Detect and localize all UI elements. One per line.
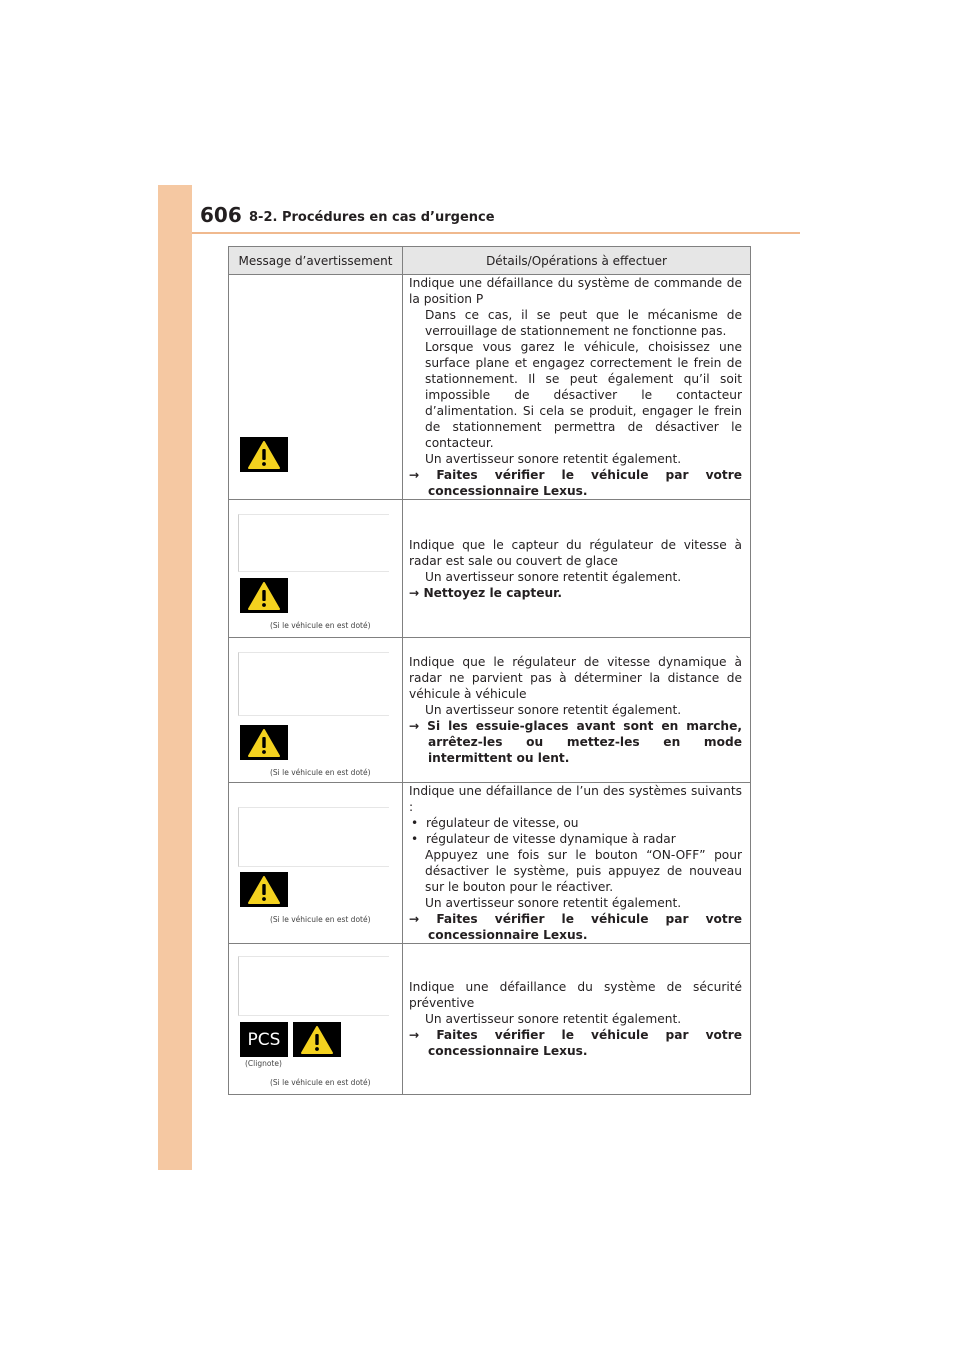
bullet-icon: •: [411, 816, 419, 830]
detail-text: Lorsque vous garez le véhicule, choisissez une surface plane et engagez correctement le frein de stationnement. Il se peut également qu’il soit impossible de désactiver le contacteur d’alimentation. Si cela se produit, engager le frein de stationnement permettra de désactiver le contacteur.: [425, 340, 742, 450]
detail-text: Indique une défaillance du système de commande de la position P: [409, 276, 742, 306]
detail-text: Indique une défaillance de l’un des systèmes suivants :: [409, 784, 742, 814]
warning-triangle-icon: [240, 578, 288, 613]
detail-text: Indique que le régulateur de vitesse dynamique à radar ne parvient pas à déterminer la distance de véhicule à véhicule: [409, 655, 742, 701]
blink-note: (Clignote): [245, 1059, 282, 1068]
table-header-row: [229, 247, 751, 275]
action-text: → Si les essuie-glaces avant sont en marche, arrêtez-les ou mettez-les en mode intermittent ou lent.: [409, 719, 742, 765]
equipment-note: (Si le véhicule en est doté): [270, 621, 371, 630]
action-text: → Faites vérifier le véhicule par votre concessionnaire Lexus.: [409, 912, 743, 942]
equipment-note: (Si le véhicule en est doté): [270, 1078, 371, 1087]
detail-text: Indique que le capteur du régulateur de vitesse à radar est sale ou couvert de glace: [409, 537, 742, 568]
column-header-details: Détails/Opérations à effectuer: [403, 247, 751, 275]
arrow-icon: →: [409, 468, 420, 482]
bullet-icon: •: [411, 832, 419, 846]
equipment-note: (Si le véhicule en est doté): [270, 915, 371, 924]
warning-message-cell: [229, 638, 403, 783]
equipment-note: (Si le véhicule en est doté): [270, 768, 371, 777]
table-row: [229, 944, 751, 1095]
header-rule: [192, 232, 800, 234]
warning-table: [228, 246, 751, 1095]
arrow-icon: →: [409, 585, 420, 600]
arrow-icon: →: [409, 912, 420, 926]
details-cell: [403, 638, 751, 783]
warning-triangle-icon: [240, 872, 288, 907]
details-cell: [403, 500, 751, 638]
warning-message-cell: [229, 944, 403, 1095]
detail-text: Un avertisseur sonore retentit également.: [425, 569, 682, 584]
detail-text: Un avertisseur sonore retentit également.: [425, 703, 682, 717]
warning-triangle-icon: [240, 437, 288, 472]
display-screen-image: [238, 652, 389, 716]
action-text: → Nettoyez le capteur.: [409, 585, 563, 600]
chapter-side-band: [158, 185, 192, 1170]
detail-text: Appuyez une fois sur le bouton “ON-OFF” pour désactiver le système, puis appuyez de nouveau sur le bouton pour le réactiver.: [425, 848, 742, 894]
column-header-message: Message d’avertissement: [229, 247, 403, 275]
table-row: [229, 783, 751, 944]
warning-message-cell: [229, 275, 403, 500]
display-screen-image: [238, 807, 389, 867]
table-row: [229, 500, 751, 638]
arrow-icon: →: [409, 719, 420, 733]
details-cell: [403, 944, 751, 1095]
display-screen-image: [238, 956, 389, 1016]
detail-text: Un avertisseur sonore retentit également.: [425, 1012, 682, 1026]
bullet-item: • régulateur de vitesse, ou: [411, 816, 579, 830]
detail-text: Dans ce cas, il se peut que le mécanisme de verrouillage de stationnement ne fonctionne pas.: [425, 308, 742, 338]
detail-text: Un avertisseur sonore retentit également.: [425, 896, 682, 910]
detail-text: Indique une défaillance du système de sécurité préventive: [409, 980, 742, 1010]
section-title: 8-2. Procédures en cas d’urgence: [249, 210, 495, 225]
details-cell: [403, 275, 751, 500]
pcs-indicator-icon: PCS: [240, 1022, 288, 1057]
details-cell: [403, 783, 751, 944]
table-row: [229, 638, 751, 783]
warning-message-cell: [229, 500, 403, 638]
display-screen-image: [238, 514, 389, 572]
warning-message-cell: [229, 783, 403, 944]
arrow-icon: →: [409, 1028, 420, 1042]
action-text: → Faites vérifier le véhicule par votre concessionnaire Lexus.: [409, 468, 743, 498]
warning-triangle-icon: [293, 1022, 341, 1057]
table-row: [229, 275, 751, 500]
action-text: → Faites vérifier le véhicule par votre concessionnaire Lexus.: [409, 1028, 743, 1058]
warning-triangle-icon: [240, 725, 288, 760]
bullet-item: • régulateur de vitesse dynamique à radar: [411, 832, 676, 846]
page-number: 606: [200, 203, 242, 227]
detail-text: Un avertisseur sonore retentit également.: [425, 452, 682, 466]
